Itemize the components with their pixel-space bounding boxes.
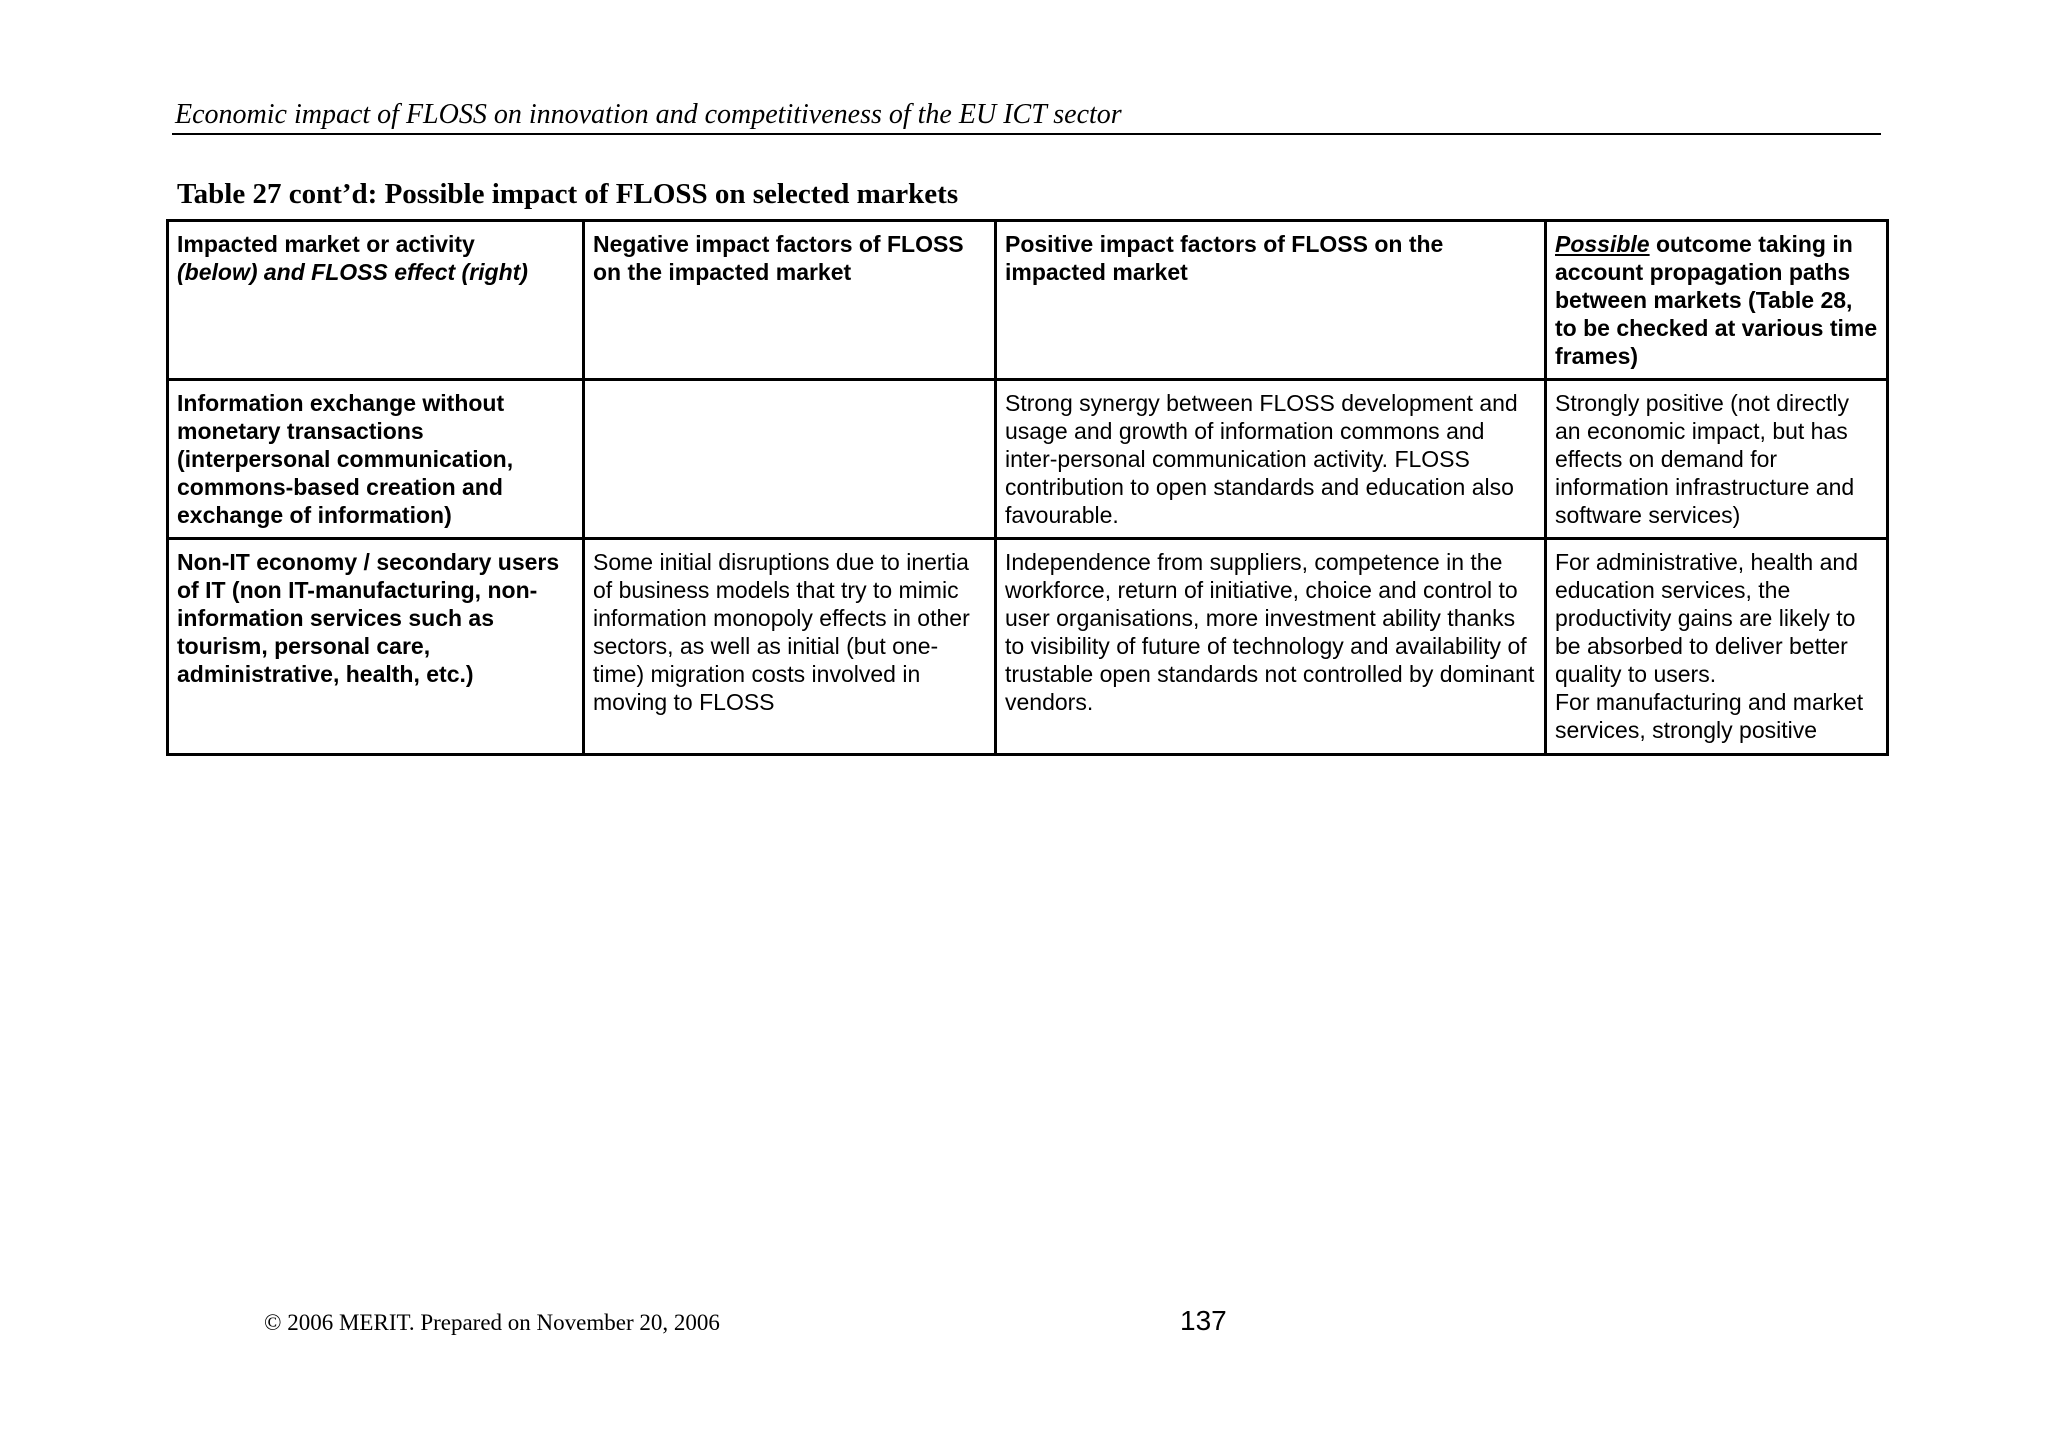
cell-outcome-text-2: For manufacturing and market services, strongly positive [1555, 689, 1864, 743]
header-outcome-emphasis: Possible [1555, 231, 1650, 257]
header-cell-outcome [1546, 221, 1888, 380]
table-header-row [168, 221, 1888, 380]
page-number: 137 [1180, 1305, 1227, 1336]
header-rule [172, 133, 1881, 135]
table-row [168, 380, 1888, 539]
cell-outcome-text: Strongly positive (not directly an economic impact, but has effects on demand for information infrastructure and software services) [1555, 390, 1855, 528]
cell-market: Non-IT economy / secondary users of IT (non IT-manufacturing, non-information services such as tourism, personal care, administrative, health, etc.) [168, 539, 584, 755]
header-cell-market [168, 221, 584, 380]
header-market-line2: (below) and FLOSS effect (right) [177, 259, 528, 285]
header-outcome-rest: outcome taking in account propagation paths between markets (Table 28, to be checked at various time frames) [1555, 231, 1878, 369]
impact-table [166, 219, 1889, 756]
footer-copyright: © 2006 MERIT. Prepared on November 20, 2006 [264, 1310, 720, 1335]
cell-positive: Strong synergy between FLOSS development and usage and growth of information commons and inter-personal communication activity. FLOSS contribution to open standards and education also favourable. [996, 380, 1546, 539]
cell-negative: Some initial disruptions due to inertia of business models that try to mimic information monopoly effects in other sectors, as well as initial (but one-time) migration costs involved in moving to FLOSS [584, 539, 996, 755]
table-title: Table 27 cont’d: Possible impact of FLOSS on selected markets [177, 178, 959, 210]
running-header: Economic impact of FLOSS on innovation and competitiveness of the EU ICT sector [175, 99, 1122, 130]
table-row [168, 539, 1888, 755]
cell-outcome-text: For administrative, health and education services, the productivity gains are likely to be absorbed to deliver better quality to users. [1555, 549, 1858, 687]
header-cell-negative: Negative impact factors of FLOSS on the impacted market [584, 221, 996, 380]
cell-negative [584, 380, 996, 539]
cell-outcome [1546, 380, 1888, 539]
cell-market: Information exchange without monetary transactions (interpersonal communication, commons-based creation and exchange of information) [168, 380, 584, 539]
header-market-line1: Impacted market or activity [177, 231, 475, 257]
cell-positive: Independence from suppliers, competence in the workforce, return of initiative, choice and control to user organisations, more investment ability thanks to visibility of future of technology and availability of trustable open standards not controlled by dominant vendors. [996, 539, 1546, 755]
cell-outcome [1546, 539, 1888, 755]
header-cell-positive: Positive impact factors of FLOSS on the impacted market [996, 221, 1546, 380]
